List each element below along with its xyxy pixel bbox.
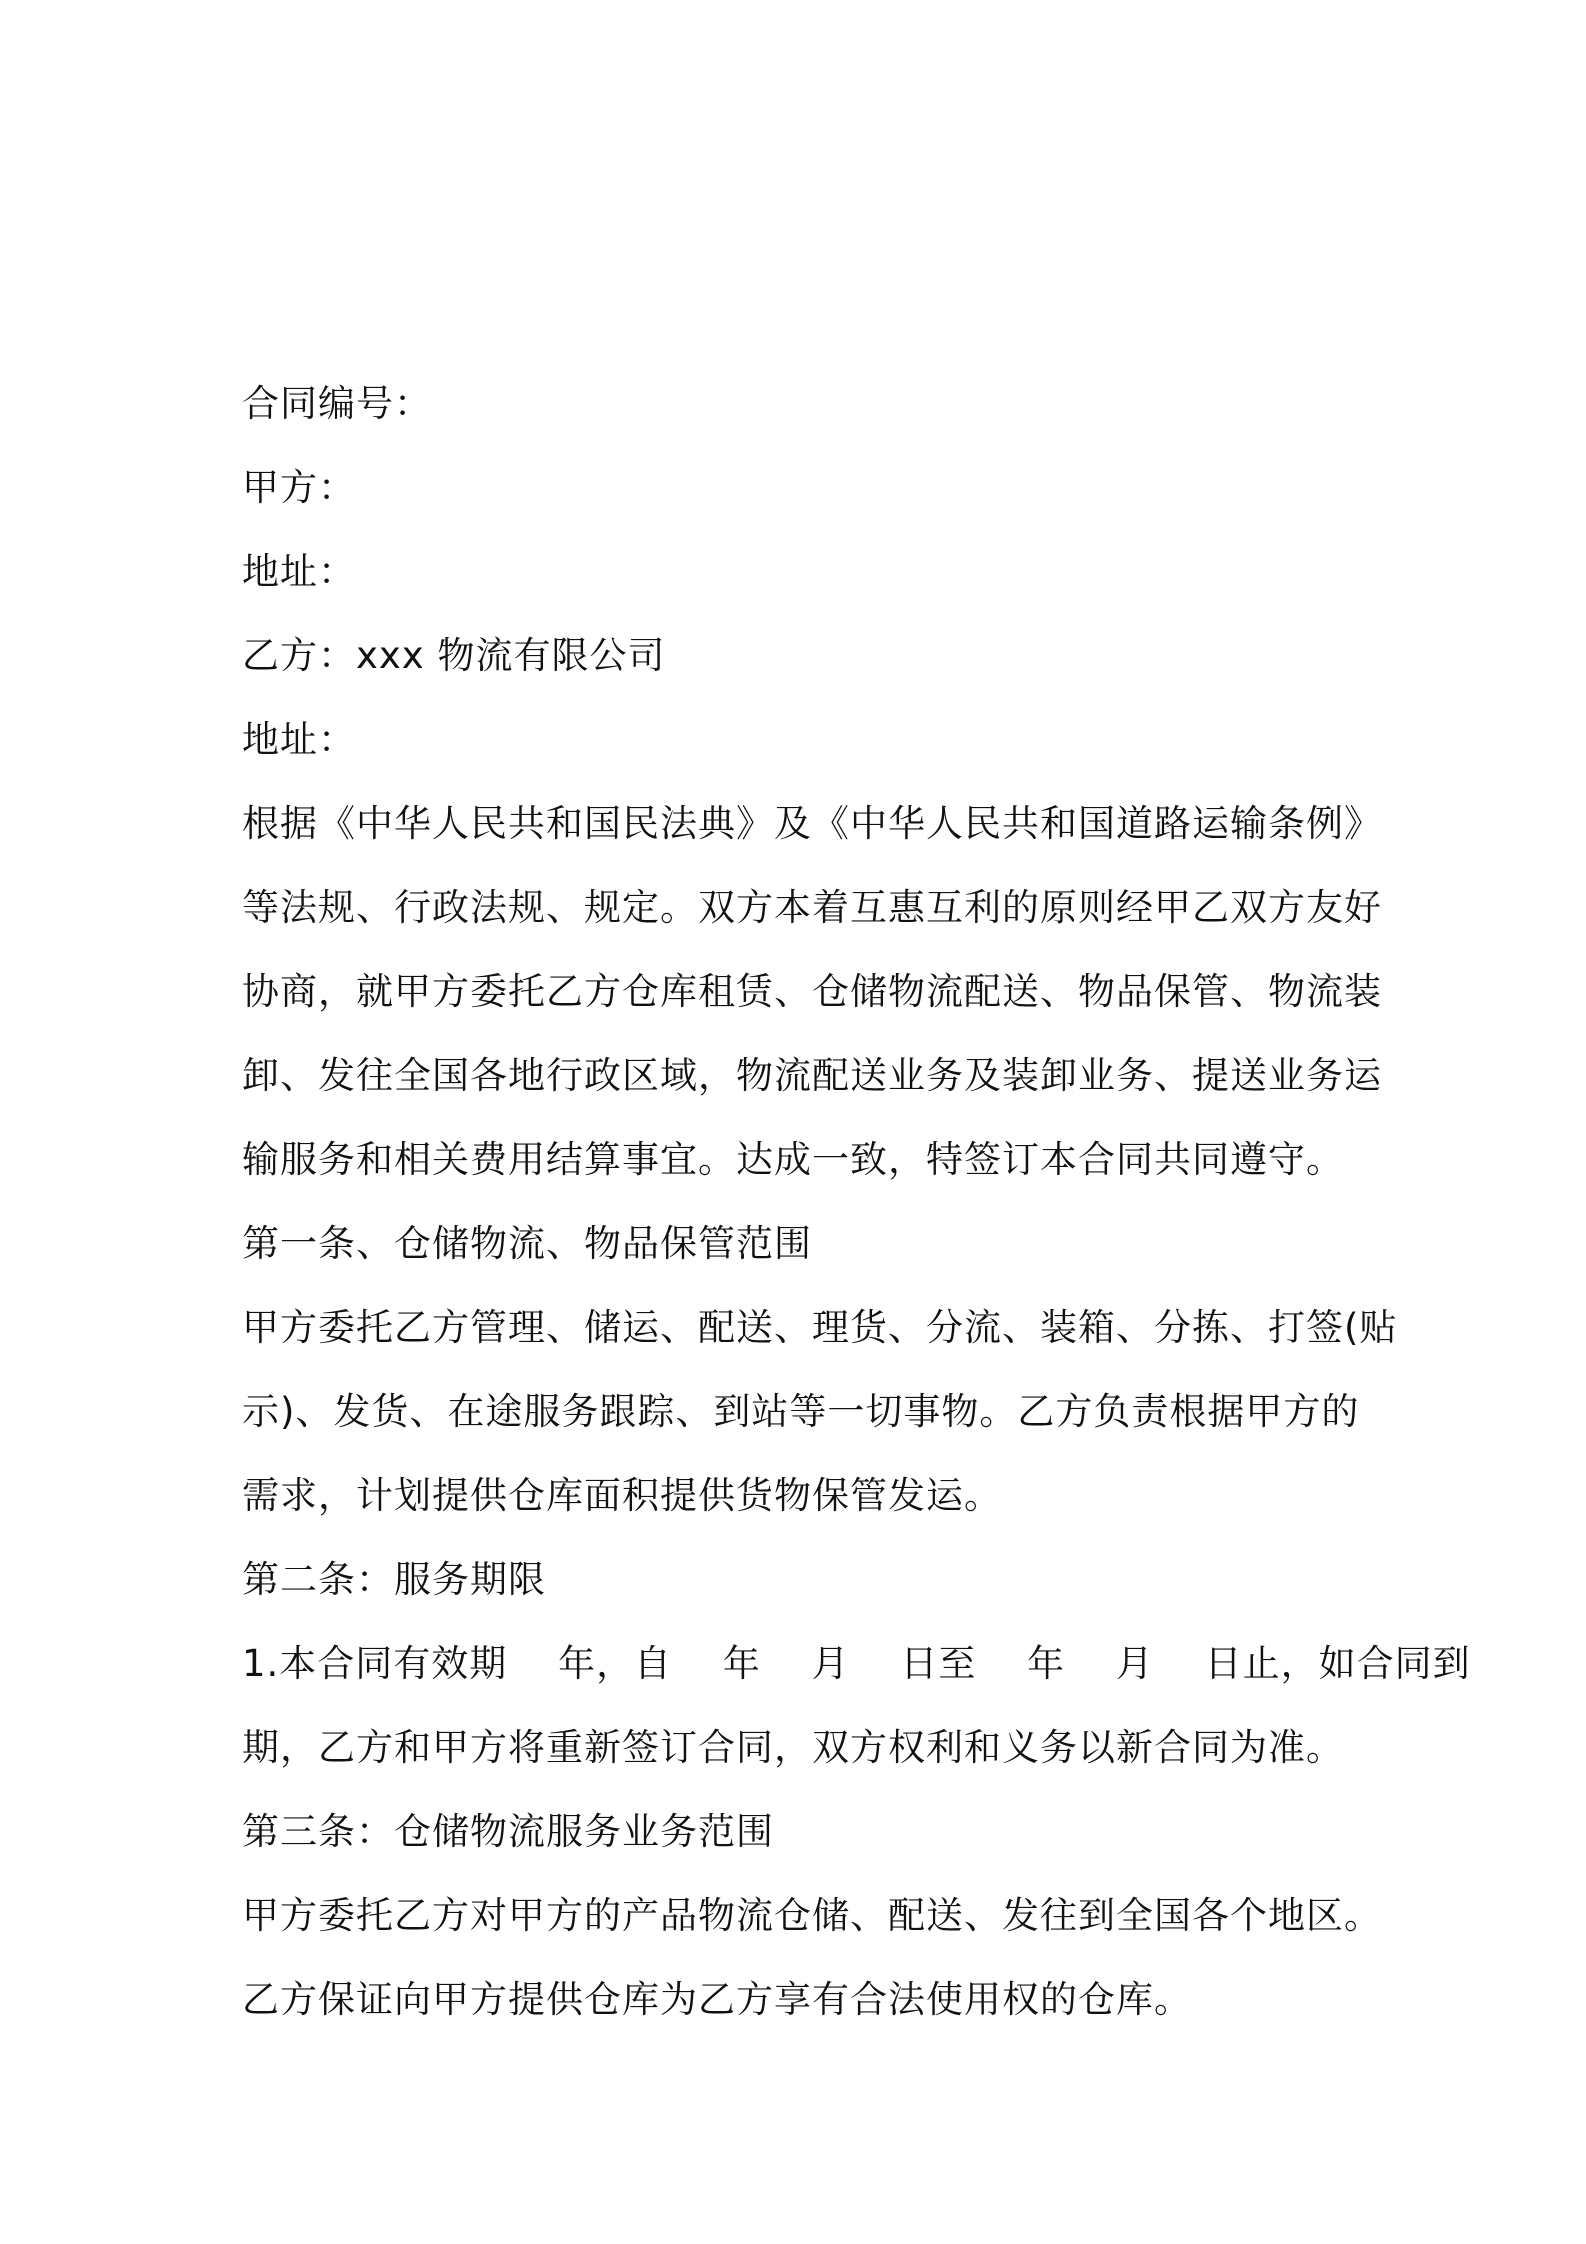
contract-body [242, 362, 1471, 2042]
article-1-title: 第一条、仓储物流、物品保管范围 [242, 1222, 812, 1265]
article-3-line: 乙方保证向甲方提供仓库为乙方享有合法使用权的仓库。 [242, 1978, 1192, 2021]
article-1-line: 甲方委托乙方管理、储运、配送、理货、分流、装箱、分拣、打签(贴 [242, 1306, 1398, 1349]
party-b-field: 乙方：xxx 物流有限公司 [242, 634, 666, 677]
preamble-line: 输服务和相关费用结算事宜。达成一致，特签订本合同共同遵守。 [242, 1138, 1344, 1181]
party-b-address-field: 地址： [242, 718, 356, 761]
party-a-field: 甲方： [242, 466, 356, 509]
article-3-title: 第三条：仓储物流服务业务范围 [242, 1810, 774, 1853]
article-3-paragraph [242, 1874, 1382, 2042]
contract-number-field: 合同编号： [242, 382, 432, 425]
article-2-line: 1.本合同有效期 年，自 年 月 日至 年 月 日止，如合同到 [242, 1642, 1471, 1685]
article-1-line: 需求，计划提供仓库面积提供货物保管发运。 [242, 1474, 1002, 1517]
preamble-line: 卸、发往全国各地行政区域，物流配送业务及装卸业务、提送业务运 [242, 1054, 1382, 1097]
article-1-line: 示)、发货、在途服务跟踪、到站等一切事物。乙方负责根据甲方的 [242, 1390, 1360, 1433]
article-3-line: 甲方委托乙方对甲方的产品物流仓储、配送、发往到全国各个地区。 [242, 1894, 1382, 1937]
preamble-line: 根据《中华人民共和国民法典》及《中华人民共和国道路运输条例》 [242, 802, 1382, 845]
preamble-line: 等法规、行政法规、规定。双方本着互惠互利的原则经甲乙双方友好 [242, 886, 1382, 929]
article-1-paragraph [242, 1286, 1398, 1538]
party-a-address-field: 地址： [242, 550, 356, 593]
preamble-line: 协商，就甲方委托乙方仓库租赁、仓储物流配送、物品保管、物流装 [242, 970, 1382, 1013]
article-2-title: 第二条：服务期限 [242, 1558, 546, 1601]
article-2-paragraph [242, 1622, 1471, 1790]
preamble-paragraph [242, 782, 1382, 1202]
article-2-line: 期，乙方和甲方将重新签订合同，双方权利和义务以新合同为准。 [242, 1726, 1344, 1769]
